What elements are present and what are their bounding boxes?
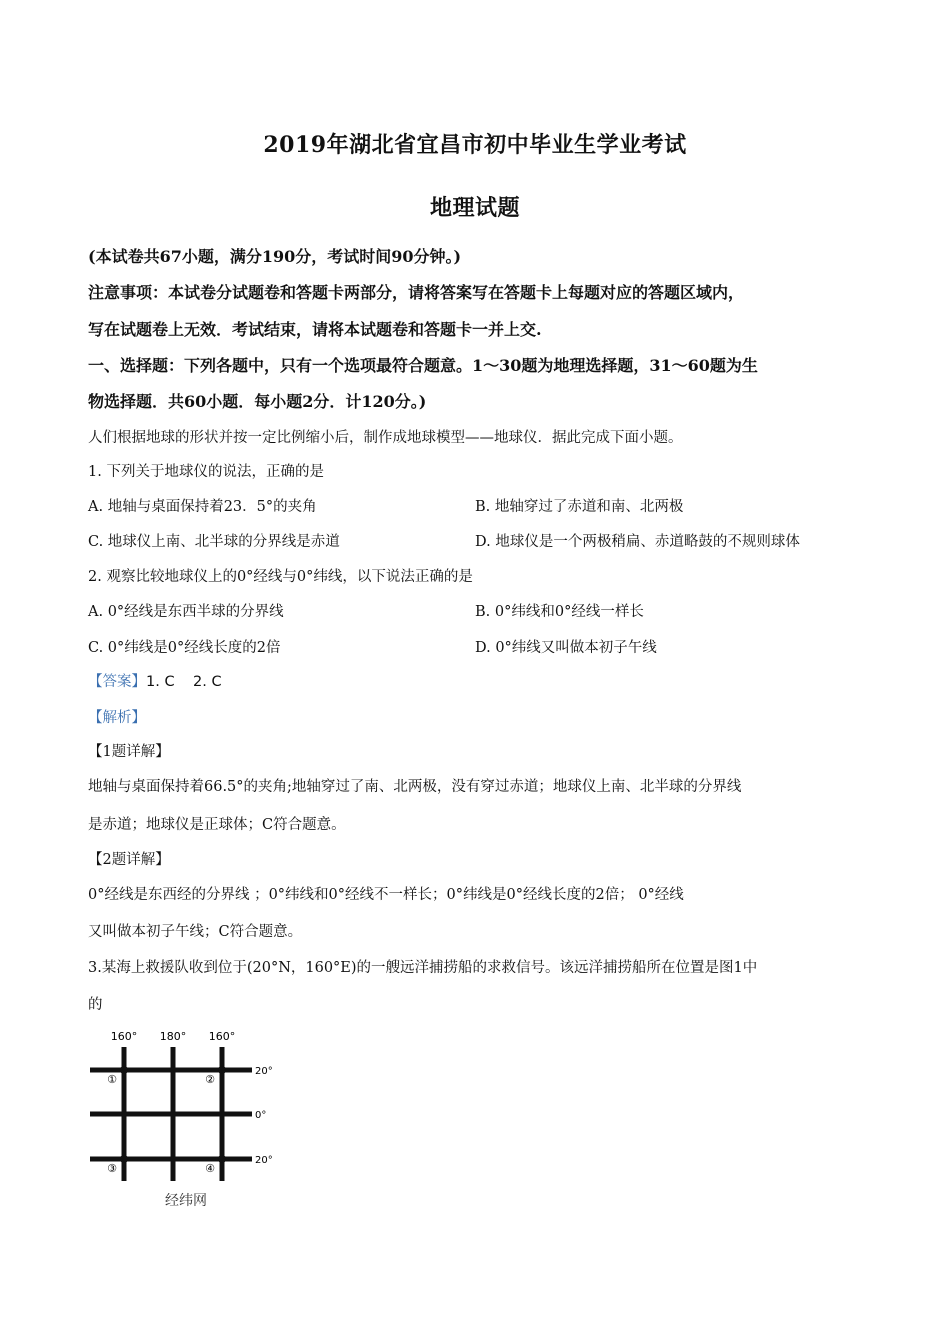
detail-2-title: 【2题详解】 (88, 852, 170, 868)
q1-option-a: A. 地轴与桌面保持着23．5°的夹角 (88, 499, 317, 515)
answer-label: 【答案】 (88, 674, 146, 690)
q2-option-b: B. 0°纬线和0°经线一样长 (475, 604, 644, 620)
graticule-figure (88, 1023, 288, 1213)
q2-option-d: D. 0°纬线又叫做本初子午线 (475, 640, 657, 656)
marker-dot-1 (120, 1066, 128, 1074)
marker-dot-2 (218, 1066, 226, 1074)
lon-label-3: 160° (208, 1030, 236, 1043)
marker-label-3: ③ (107, 1162, 117, 1175)
marker-label-4: ④ (205, 1162, 215, 1175)
marker-dot-4 (218, 1155, 226, 1163)
q2-option-a: A. 0°经线是东西半球的分界线 (88, 604, 284, 620)
lat-label-1: 20° (255, 1066, 273, 1077)
q2-option-c: C. 0°纬线是0°经线长度的2倍 (88, 640, 281, 656)
analysis-label: 【解析】 (88, 710, 146, 726)
intro-text: 人们根据地球的形状并按一定比例缩小后，制作成地球模型——地球仪．据此完成下面小题。 (88, 430, 683, 446)
detail-1-line-2: 是赤道；地球仪是正球体；C符合题意。 (88, 817, 346, 833)
marker-label-1: ① (107, 1073, 117, 1086)
q1-option-d: D. 地球仪是一个两极稍扁、赤道略鼓的不规则球体 (475, 534, 800, 550)
marker-label-2: ② (205, 1073, 215, 1086)
q3-line-2: 的 (88, 997, 103, 1013)
detail-1-line-1: 地轴与桌面保持着66.5°的夹角;地轴穿过了南、北两极，没有穿过赤道；地球仪上南、北半球的分界线 (88, 779, 742, 795)
q1-option-b: B. 地轴穿过了赤道和南、北两极 (475, 499, 684, 515)
q2-stem: 2. 观察比较地球仪上的0°经线与0°纬线，以下说法正确的是 (88, 569, 473, 585)
detail-2-line-1: 0°经线是东西经的分界线 ；0°纬线和0°经线不一样长；0°纬线是0°经线长度的2倍； 0°经线 (88, 887, 684, 903)
q3-line-1: 3.某海上救援队收到位于(20°N，160°E)的一艘远洋捕捞船的求救信号。该远洋捕捞船所在位置是图1中 (88, 960, 758, 976)
figure-caption: 经纬网 (165, 1193, 207, 1209)
answer-line (88, 670, 868, 691)
lat-label-3: 20° (255, 1155, 273, 1166)
lon-label-1: 160° (110, 1030, 138, 1043)
section-heading-1: 一、选择题：下列各题中，只有一个选项最符合题意。1～30题为地理选择题，31～60题为生 (88, 356, 758, 375)
exam-subtitle: 地理试题 (429, 195, 520, 221)
lon-label-2: 180° (159, 1030, 187, 1043)
notice-line-1: 注意事项：本试卷分试题卷和答题卡两部分，请将答案写在答题卡上每题对应的答题区域内， (88, 283, 745, 302)
exam-title: 2019年湖北省宜昌市初中毕业生学业考试 (263, 132, 687, 158)
detail-1-title: 【1题详解】 (88, 744, 170, 760)
section-heading-2: 物选择题．共60小题．每小题2分．计120分。) (88, 392, 427, 411)
marker-dot-3 (120, 1155, 128, 1163)
answer-text: 1. C 2. C (146, 674, 222, 690)
q1-option-c: C. 地球仪上南、北半球的分界线是赤道 (88, 534, 340, 550)
lat-label-2: 0° (255, 1110, 267, 1121)
detail-2-line-2: 又叫做本初子午线；C符合题意。 (88, 924, 303, 940)
notice-line-2: 写在试题卷上无效．考试结束，请将本试题卷和答题卡一并上交. (88, 320, 542, 339)
exam-info: (本试卷共67小题，满分190分，考试时间90分钟。) (88, 247, 462, 266)
q1-stem: 1. 下列关于地球仪的说法，正确的是 (88, 464, 324, 480)
graticule-diagram (88, 1023, 288, 1213)
